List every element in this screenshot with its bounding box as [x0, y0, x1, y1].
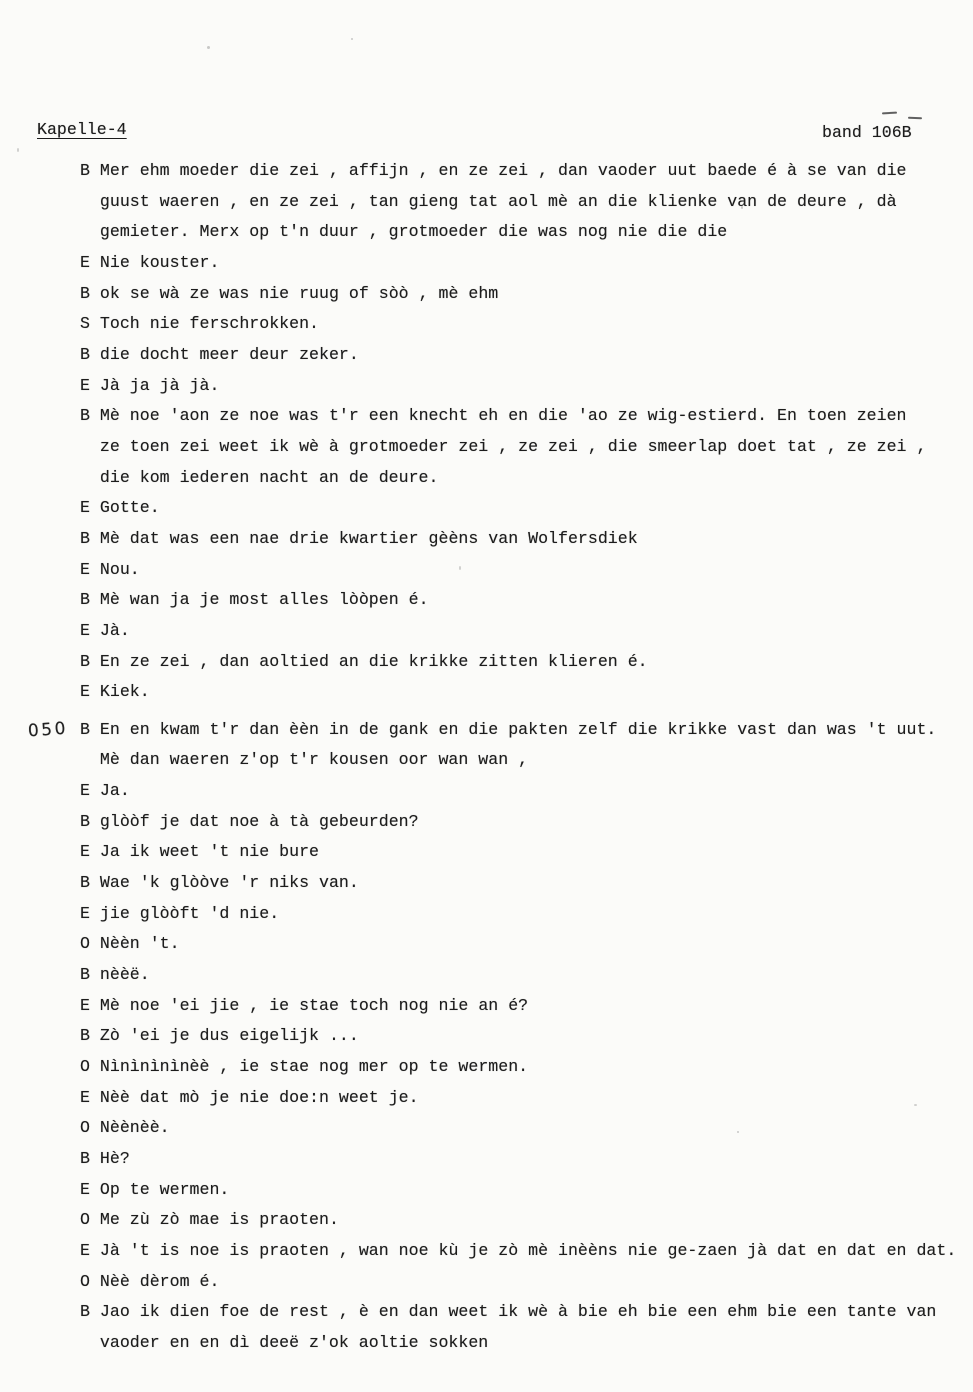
- speaker-label: E: [80, 682, 100, 702]
- transcript-line-continuation: [80, 432, 956, 463]
- line-text: Mè dat was een nae drie kwartier gèèns van Wolfersdiek: [99, 528, 638, 548]
- line-text: Nìnìnìnìnèè , ie stae nog mer op te wermen.: [99, 1057, 529, 1077]
- scan-speck: [914, 1104, 917, 1106]
- transcript-line: [80, 960, 956, 991]
- transcript-line: [80, 1297, 956, 1328]
- page-title: Kapelle-4: [37, 120, 127, 139]
- line-text: jie glòòft 'd nie.: [99, 903, 280, 923]
- speaker-label: B: [80, 344, 100, 364]
- scan-speck: [741, 206, 743, 209]
- transcript-line: [80, 524, 956, 555]
- transcript-line: [80, 1021, 956, 1052]
- transcript-line: [80, 371, 956, 402]
- transcript-line: [80, 493, 956, 524]
- line-text: guust waeren , en ze zei , tan gieng tat aol mè an die klienke van de deure , dà: [99, 191, 897, 211]
- speaker-label: B: [80, 651, 100, 671]
- speaker-label: B: [80, 965, 100, 985]
- line-text: Kiek.: [99, 682, 150, 702]
- transcript-line: [80, 248, 956, 279]
- transcript-line: [80, 1205, 956, 1236]
- handwritten-dash-mark: [908, 117, 922, 119]
- transcript-line: [80, 647, 956, 678]
- transcript-line: [80, 555, 956, 586]
- speaker-label: E: [80, 903, 100, 923]
- transcript-line: [80, 837, 956, 868]
- line-text: Mè wan ja je most alles lòòpen é.: [99, 590, 429, 610]
- transcript-line-continuation: [80, 217, 956, 248]
- line-text: Zò 'ei je dus eigelijk ...: [99, 1026, 359, 1046]
- line-text: Ja ik weet 't nie bure: [99, 842, 319, 862]
- line-text: ze toen zei weet ik wè à grotmoeder zei , ze zei , die smeerlap doet tat , ze zei ,: [99, 436, 927, 456]
- line-text: Jà.: [99, 620, 130, 640]
- line-text: Me zù zò mae is praoten.: [99, 1210, 339, 1230]
- line-text: Nou.: [99, 559, 140, 579]
- transcript-body: [27, 156, 957, 1359]
- line-text: En en kwam t'r dan èèn in de gank en die pakten zelf die krikke vast dan was 't uut.: [99, 719, 937, 739]
- transcript-line-continuation: [80, 1328, 956, 1359]
- speaker-label: B: [80, 528, 100, 548]
- speaker-label: B: [80, 590, 100, 610]
- speaker-label: O: [80, 1210, 100, 1230]
- line-text: Hè?: [99, 1149, 130, 1168]
- speaker-label: E: [80, 252, 100, 272]
- speaker-label: E: [80, 1179, 100, 1199]
- line-text: Mè noe 'ei jie , ie stae toch nog nie an é?: [99, 995, 529, 1015]
- transcript-line: [80, 156, 956, 187]
- speaker-label: E: [80, 620, 100, 640]
- scan-speck: [351, 38, 353, 40]
- transcript-line: [80, 616, 956, 647]
- scan-speck: [207, 46, 210, 49]
- line-text: Jao ik dien foe de rest , è en dan weet ik wè à bie eh bie een ehm bie een tante van: [99, 1302, 937, 1322]
- transcript-line-continuation: [80, 745, 956, 776]
- speaker-label: B: [80, 873, 100, 893]
- transcript-line-continuation: [80, 187, 956, 218]
- transcript-line: [80, 1052, 956, 1083]
- transcript-line: [80, 279, 956, 310]
- line-text: Jà 't is noe is praoten , wan noe kù je zò mè inèèns nie ge-zaen jà dat en dat en dat.: [99, 1240, 957, 1260]
- transcript-line: [80, 1236, 956, 1267]
- line-text: Nèè dèrom é.: [99, 1271, 220, 1291]
- line-text: Ja.: [99, 781, 130, 801]
- line-text: Nèè dat mò je nie doe:n weet je.: [99, 1087, 419, 1107]
- line-text: die docht meer deur zeker.: [99, 344, 359, 364]
- line-text: Nèèn 't.: [99, 934, 180, 954]
- transcript-line: [80, 776, 956, 807]
- speaker-label: B: [80, 406, 100, 426]
- transcript-line: [80, 585, 956, 616]
- speaker-label: B: [80, 1302, 100, 1322]
- scan-speck: [737, 1131, 739, 1133]
- line-text: Wae 'k glòòve 'r niks van.: [99, 873, 359, 893]
- line-text: Mè dan waeren z'op t'r kousen oor wan wan ,: [99, 750, 529, 770]
- speaker-label: B: [80, 283, 100, 303]
- speaker-label: B: [80, 811, 100, 831]
- line-text: Nie kouster.: [99, 252, 220, 272]
- line-text: vaoder en en dì deeë z'ok aoltie sokken: [99, 1332, 489, 1352]
- line-text: glòòf je dat noe à tà gebeurden?: [99, 811, 419, 831]
- transcript-line: [80, 1267, 956, 1298]
- speaker-label: E: [80, 1240, 100, 1260]
- transcript-line: [80, 309, 956, 340]
- speaker-label: B: [80, 1149, 100, 1168]
- speaker-label: O: [80, 934, 100, 954]
- transcript-line: [80, 677, 956, 708]
- transcript-line: [80, 929, 956, 960]
- line-text: die kom iederen nacht an de deure.: [99, 467, 439, 487]
- transcript-line: [27, 715, 956, 746]
- speaker-label: E: [80, 781, 100, 801]
- line-text: Nèènèè.: [99, 1118, 170, 1138]
- line-text: Mer ehm moeder die zei , affijn , en ze zei , dan vaoder uut baede é à se van die: [99, 161, 907, 180]
- speaker-label: B: [80, 1026, 100, 1046]
- line-text: nèèë.: [99, 965, 150, 985]
- line-text: ok se wà ze was nie ruug of sòò , mè ehm: [99, 283, 499, 303]
- speaker-label: O: [80, 1118, 100, 1138]
- transcript-line: [80, 1144, 956, 1175]
- speaker-label: B: [80, 719, 100, 739]
- transcript-line: [80, 401, 956, 432]
- line-text: Mè noe 'aon ze noe was t'r een knecht eh en die 'ao ze wig-estierd. En toen zeien: [99, 406, 907, 426]
- line-text: Toch nie ferschrokken.: [99, 314, 319, 334]
- speaker-label: E: [80, 995, 100, 1015]
- speaker-label: O: [80, 1271, 100, 1291]
- transcript-line: [80, 1175, 956, 1206]
- transcript-line: [80, 807, 956, 838]
- transcript-line: [80, 899, 956, 930]
- handwritten-margin-note: 050: [27, 718, 69, 742]
- line-text: Jà ja jà jà.: [99, 375, 220, 395]
- transcript-line: [80, 868, 956, 899]
- scan-speck: [459, 566, 461, 570]
- speaker-label: O: [80, 1057, 100, 1077]
- speaker-label: E: [80, 1087, 100, 1107]
- transcript-line-continuation: [80, 463, 956, 494]
- transcript-line: [80, 1083, 956, 1114]
- line-text: Op te wermen.: [99, 1179, 230, 1199]
- band-label: band 106B: [822, 123, 912, 142]
- handwritten-dash-mark: [882, 112, 897, 115]
- speaker-label: S: [80, 314, 100, 334]
- transcript-line: [80, 340, 956, 371]
- line-text: En ze zei , dan aoltied an die krikke zitten klieren é.: [99, 651, 648, 671]
- transcript-line: [80, 1113, 956, 1144]
- scan-speck: [17, 148, 19, 152]
- transcript-line: [80, 991, 956, 1022]
- speaker-label: E: [80, 559, 100, 579]
- speaker-label: E: [80, 842, 100, 862]
- line-text: gemieter. Merx op t'n duur , grotmoeder die was nog nie die die: [99, 222, 728, 242]
- speaker-label: E: [80, 375, 100, 395]
- speaker-label: E: [80, 498, 100, 518]
- line-text: Gotte.: [99, 498, 160, 518]
- speaker-label: B: [80, 161, 100, 180]
